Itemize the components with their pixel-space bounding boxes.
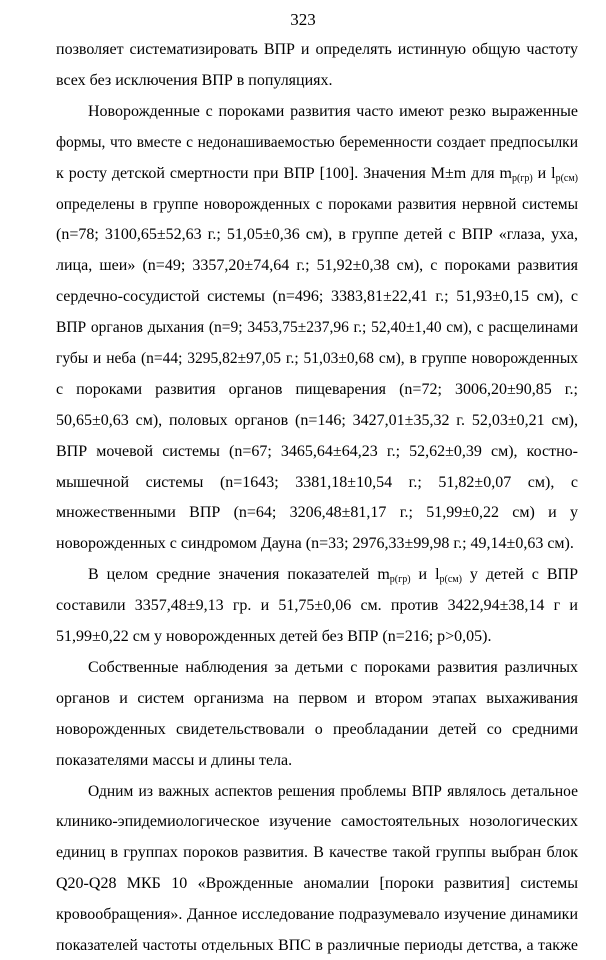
subscript: р(см) (439, 574, 462, 586)
subscript: р(гр) (511, 172, 533, 184)
text-line: определены в группе новорожденных с пороками развития нервной системы (56, 195, 578, 213)
text-line: кровообращения». Данное исследование подразумевало изучение динамики (56, 906, 578, 924)
text-line: органов и систем организма на первом и втором этапах выхаживания (56, 689, 578, 707)
text-line: лица, шеи» (n=49; 3357,20±74,64 г.; 51,92±0,38 см), с пороками развития (56, 257, 578, 275)
text-line: Одним из важных аспектов решения проблемы ВПР являлось детальное (88, 782, 578, 800)
text-line: показателей частоты отдельных ВПС в различные периоды детства, а также (56, 937, 578, 954)
text-line: позволяет систематизировать ВПР и определять истинную общую частоту (56, 41, 578, 58)
text-line: всех без исключения ВПР в популяциях. (56, 71, 333, 89)
text-line: Новорожденные с пороками развития часто имеют резко выраженные (88, 102, 578, 120)
text-segment: и l (410, 566, 440, 584)
text-line: ВПР мочевой системы (n=67; 3465,64±64,23 г.; 52,62±0,39 см), костно- (56, 442, 578, 460)
text-line-with-subscripts (56, 164, 578, 184)
text-line: мышечной системы (n=1643; 3381,18±10,54 г.; 51,82±0,07 см), с (56, 473, 578, 491)
text-line: составили 3357,48±9,13 гр. и 51,75±0,06 см. против 3422,94±38,14 г и (56, 597, 578, 615)
text-segment: и l (532, 164, 556, 182)
text-line: формы, что вместе с недонашиваемостью беременности создает предпосылки (56, 133, 578, 151)
text-line: единиц в группах пороков развития. В качестве такой группы выбран блок (56, 844, 578, 862)
text-line: (n=78; 3100,65±52,63 г.; 51,05±0,36 см), в группе детей с ВПР «глаза, уха, (56, 226, 578, 244)
text-line-with-subscripts (88, 565, 578, 585)
text-line: Собственные наблюдения за детьми с пороками развития различных (88, 658, 578, 676)
text-line: множественными ВПР (n=64; 3206,48±81,17 г.; 51,99±0,22 см) и у (56, 504, 578, 522)
text-line: клинико-эпидемиологическое изучение самостоятельных нозологических (56, 813, 578, 831)
text-line: новорожденных свидетельствовали о преобладании детей со средними (56, 720, 578, 738)
text-line: губы и неба (n=44; 3295,82±97,05 г.; 51,03±0,68 см), в группе новорожденных (56, 350, 578, 367)
text-segment: В целом средние значения показателей m (88, 566, 390, 584)
text-segment: к росту детской смертности при ВПР [100]. Значения M±m для m (56, 164, 512, 182)
text-line: ВПР органов дыхания (n=9; 3453,75±237,96 г.; 52,40±1,40 см), с расщелинами (56, 319, 578, 337)
text-line: 51,99±0,22 см у новорожденных детей без ВПР (n=216; p>0,05). (56, 628, 492, 645)
subscript: р(см) (555, 172, 578, 184)
text-segment: у детей с ВПР (461, 566, 578, 584)
text-line: сердечно-сосудистой системы (n=496; 3383,81±22,41 г.; 51,93±0,15 см), с (56, 288, 578, 306)
text-line: Q20-Q28 МКБ 10 «Врожденные аномалии [пороки развития] системы (56, 875, 578, 893)
text-line: 50,65±0,63 см), половых органов (n=146; 3427,01±35,32 г. 52,03±0,21 см), (56, 411, 578, 429)
subscript: р(гр) (389, 574, 411, 586)
text-line: показателями массы и длины тела. (56, 751, 293, 769)
text-line: новорожденных с синдромом Дауна (n=33; 2976,33±99,98 г.; 49,14±0,63 см). (56, 535, 574, 553)
page-number: 323 (290, 10, 316, 29)
text-line: с пороками развития органов пищеварения (n=72; 3006,20±90,85 г.; (56, 380, 578, 398)
